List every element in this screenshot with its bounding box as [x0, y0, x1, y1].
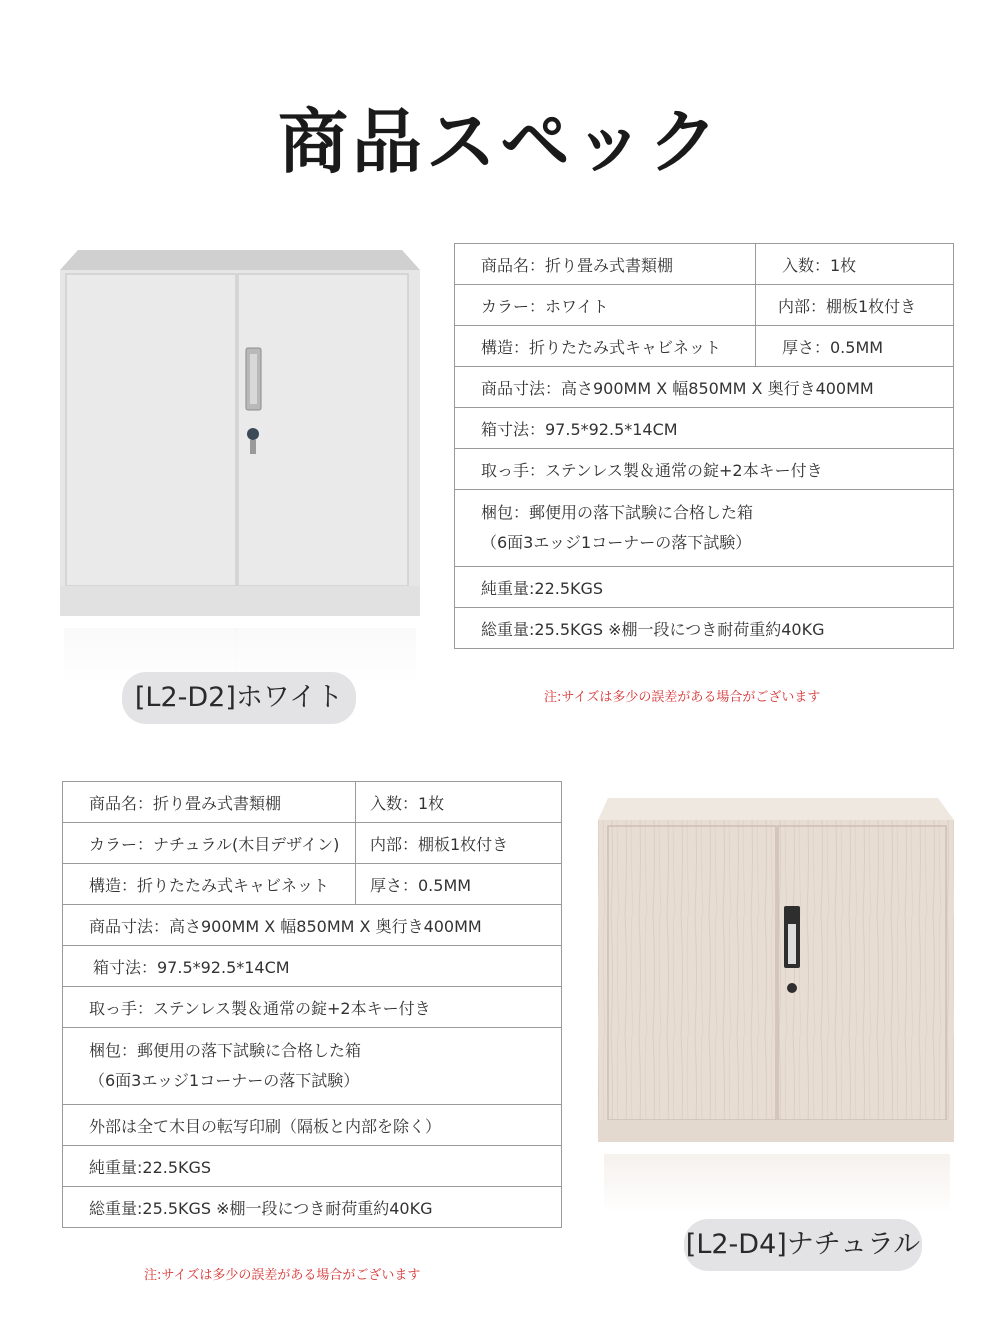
white-cabinet-image — [56, 244, 422, 684]
spec-box: 箱寸法：97.5*92.5*14CM — [455, 408, 954, 449]
spec-net-weight: 純重量:22.5KGS — [455, 567, 954, 608]
spec-thickness: 厚さ：0.5MM — [756, 326, 954, 367]
spec-dimensions: 商品寸法：高さ900MM X 幅850MM X 奥行き400MM — [63, 905, 562, 946]
table-row — [455, 608, 954, 649]
spec-packing-line2: （6面3エッジ1コーナーの落下試験） — [89, 1071, 360, 1090]
table-row — [455, 490, 954, 567]
spec-net-weight: 純重量:22.5KGS — [63, 1146, 562, 1187]
spec-packing — [455, 490, 954, 567]
spec-color: カラー：ナチュラル(木目デザイン) — [63, 823, 356, 864]
table-row — [63, 782, 562, 823]
handle-icon — [784, 906, 800, 968]
natural-cabinet-image — [594, 794, 960, 1214]
spec-box: 箱寸法：97.5*92.5*14CM — [63, 946, 562, 987]
table-row — [455, 244, 954, 285]
table-row — [455, 326, 954, 367]
page-title: 商品スペック — [278, 101, 722, 183]
table-row — [63, 1146, 562, 1187]
spec-color: カラー：ホワイト — [455, 285, 756, 326]
spec-name: 商品名：折り畳み式書類棚 — [63, 782, 356, 823]
table-row — [455, 408, 954, 449]
natural-spec-table — [62, 781, 562, 1228]
natural-product-label: [L2-D4]ナチュラル — [684, 1219, 922, 1271]
table-row — [455, 449, 954, 490]
table-row — [63, 1105, 562, 1146]
spec-structure: 構造：折りたたみ式キャビネット — [455, 326, 756, 367]
spec-packing-line1: 梱包：郵便用の落下試験に合格した箱 — [481, 503, 754, 522]
spec-structure: 構造：折りたたみ式キャビネット — [63, 864, 356, 905]
spec-interior: 内部：棚板1枚付き — [756, 285, 954, 326]
spec-qty: 入数：1枚 — [756, 244, 954, 285]
spec-exterior: 外部は全て木目の転写印刷（隔板と内部を除く） — [63, 1105, 562, 1146]
spec-gross-weight: 総重量:25.5KGS ※棚一段につき耐荷重約40KG — [455, 608, 954, 649]
table-row — [455, 367, 954, 408]
table-row — [63, 905, 562, 946]
spec-dimensions: 商品寸法：高さ900MM X 幅850MM X 奥行き400MM — [455, 367, 954, 408]
spec-packing-line1: 梱包：郵便用の落下試験に合格した箱 — [89, 1041, 362, 1060]
table-row — [63, 864, 562, 905]
lock-icon — [787, 983, 797, 993]
spec-packing — [63, 1028, 562, 1105]
spec-qty: 入数：1枚 — [356, 782, 562, 823]
spec-gross-weight: 総重量:25.5KGS ※棚一段につき耐荷重約40KG — [63, 1187, 562, 1228]
spec-handle: 取っ手：ステンレス製＆通常の錠+2本キー付き — [455, 449, 954, 490]
table-row — [63, 1187, 562, 1228]
spec-thickness: 厚さ：0.5MM — [356, 864, 562, 905]
spec-packing-line2: （6面3エッジ1コーナーの落下試験） — [481, 533, 752, 552]
table-row — [63, 987, 562, 1028]
handle-icon — [246, 348, 261, 410]
table-row — [455, 285, 954, 326]
spec-name: 商品名：折り畳み式書類棚 — [455, 244, 756, 285]
size-note: 注:サイズは多少の誤差がある場合がございます — [544, 690, 821, 705]
white-product-label: [L2-D2]ホワイト — [122, 672, 356, 724]
table-row — [455, 567, 954, 608]
spec-interior: 内部：棚板1枚付き — [356, 823, 562, 864]
white-spec-table — [454, 243, 954, 649]
table-row — [63, 946, 562, 987]
table-row — [63, 823, 562, 864]
size-note: 注:サイズは多少の誤差がある場合がございます — [144, 1268, 421, 1283]
spec-handle: 取っ手：ステンレス製＆通常の錠+2本キー付き — [63, 987, 562, 1028]
table-row — [63, 1028, 562, 1105]
